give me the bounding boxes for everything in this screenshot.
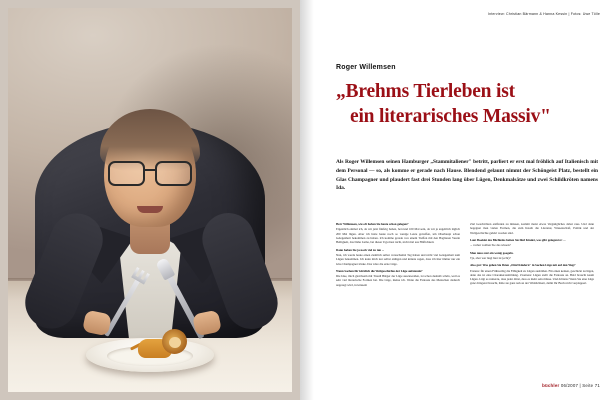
interview-question: Man muss nur ein wenig googeln. — [470, 250, 514, 255]
photo-credit-line: Interview: Christian Bärmann & Hanna Kessin | Fotos: Uwe Tölle — [487, 12, 600, 16]
photo-lion-face — [169, 337, 181, 348]
glasses-bridge — [143, 169, 157, 171]
photo-subject-mouth — [137, 206, 163, 213]
interview-question: Dann haben Sie ja noch viel zu tun ... — [336, 247, 385, 252]
interview-answer: Tja, aber wer liegt hier ist (echt)? — [470, 255, 511, 260]
interview-answer: Eigentlich einmal ich, da wir jetzt fünfzig haben, bei rund 100 Mal sein, da wir je angeblich täglich 200 Mal lügen. Aber ich hatte heute noch so wenige Leute getroffen, um Oberhaupt schon Gelegenheit bekommen zu haben. Ich komme gerade von einem Treffen mit den Baglieren Verein Heiligkeit, das Dahe Luma, bei dieser Ugs mest nicht, nicht mal aus Höflichkeit. — [336, 227, 460, 245]
qa-block — [336, 269, 460, 287]
magazine-logo: büchler — [542, 383, 560, 388]
interview-question: Laut Booklet des Büchleins haben Sie fünf Kinder, was gibt gelogen ist: ... — [470, 237, 566, 242]
page-folio — [542, 383, 600, 388]
glasses-lens-left — [108, 161, 145, 186]
page-left-photo — [0, 0, 300, 400]
interview-answer: Erstens: für einen Frühaarbig die Fähigkeit zu Lügen ausbilden. Für einen keinen, geschickt zu lügen, denn das ist eine Charakterausbildung. Zweitens: Lügen stellt die Fantasie an. Bald braucht kaum Lügen. Lügt es runterzu, dass jeder dürst, dass es mehr sein müsse. Und drittens: Wenn Sie eine Lüge ganz dringend braucht, hätte sie ganz nah an der Wirklichkeit, damit Ihr Buch nicht verplappert. — [470, 268, 594, 286]
qa-block — [470, 222, 594, 235]
qa-block — [336, 222, 460, 245]
interview-answer: Die Idee, mich gleichsam mit Traudl Bürger der Lüge auszuweiden, ist schon deshalb schön, weil es sehr viel literarische Formen hat. Die Lüge, meine ich. Wenn die Fantasie des Menschen dadurch angeregt wird, in krissem — [336, 274, 460, 287]
qa-block — [470, 251, 594, 261]
interview-question: Wenn Sachen für kürzlich die Weltgeschichte der Lüge aufstunde? — [336, 268, 423, 273]
qa-block — [470, 238, 594, 248]
headline-line-2: ein literarisches Massiv" — [350, 105, 551, 127]
interview-answer: Ziel Geschichten entfinden zu müssen, kommt meist etwas Vergnügliches dabei raus. Und dann begegnet man vielen Formen, die zum Knoth die Literatur, Wissenschaft, Politik und der Weltgeschichte gehört worden sind. — [470, 222, 594, 235]
interview-question: Herr Willemsen, wie oft haben Sie heute schon gelogen? — [336, 222, 409, 226]
glasses-lens-right — [155, 161, 192, 186]
article-column-2 — [470, 222, 594, 372]
interview-answer: ... vorher wollten Sie das wissen? — [470, 243, 511, 248]
article-column-1 — [336, 222, 460, 372]
folio-issue-page: 06/2007 | Seite 71 — [560, 383, 600, 388]
qa-block — [336, 248, 460, 266]
article-headline — [336, 80, 604, 130]
article-standfirst: Als Roger Willemsen seinen Hamburger „Stammitaliener" betritt, parliert er erst mal fröhlich auf Italienisch mit dem Personal — so, als komme er gerade nach Hause. Blendend gelaunt nimmt der Schöngeist Platz, bestellt ein Glas Champagner und plaudert fast drei Stunden lang über Lügen, Denkmalsätze und zwei Schildkröten namens Ida. — [336, 159, 598, 192]
interview-question: Also gut: Was gehen Sie Ihren „Fünf Kindern" in Sachen Lüge mit auf den Weg? — [470, 263, 576, 268]
headline-line-1: „Brehms Tierleben ist — [336, 81, 515, 102]
portrait-photograph — [8, 8, 292, 392]
article-body-columns — [336, 222, 598, 372]
qa-block — [470, 263, 594, 286]
photo-subject-glasses — [106, 161, 194, 183]
article-kicker: Roger Willemsen — [336, 64, 396, 71]
interview-answer: Nun, ich werde heute einen ziemlich selber versuchsmal Tag haben und nicht viel Gelegenheit zum Lügen bekommen. Ich kann mich nur selbst anlügen und könnte sagen, dass ich hier immer nur ein Glas Champagner trinke. Das wäre die erste Lüge. — [336, 252, 460, 266]
page-right-article — [300, 0, 616, 400]
